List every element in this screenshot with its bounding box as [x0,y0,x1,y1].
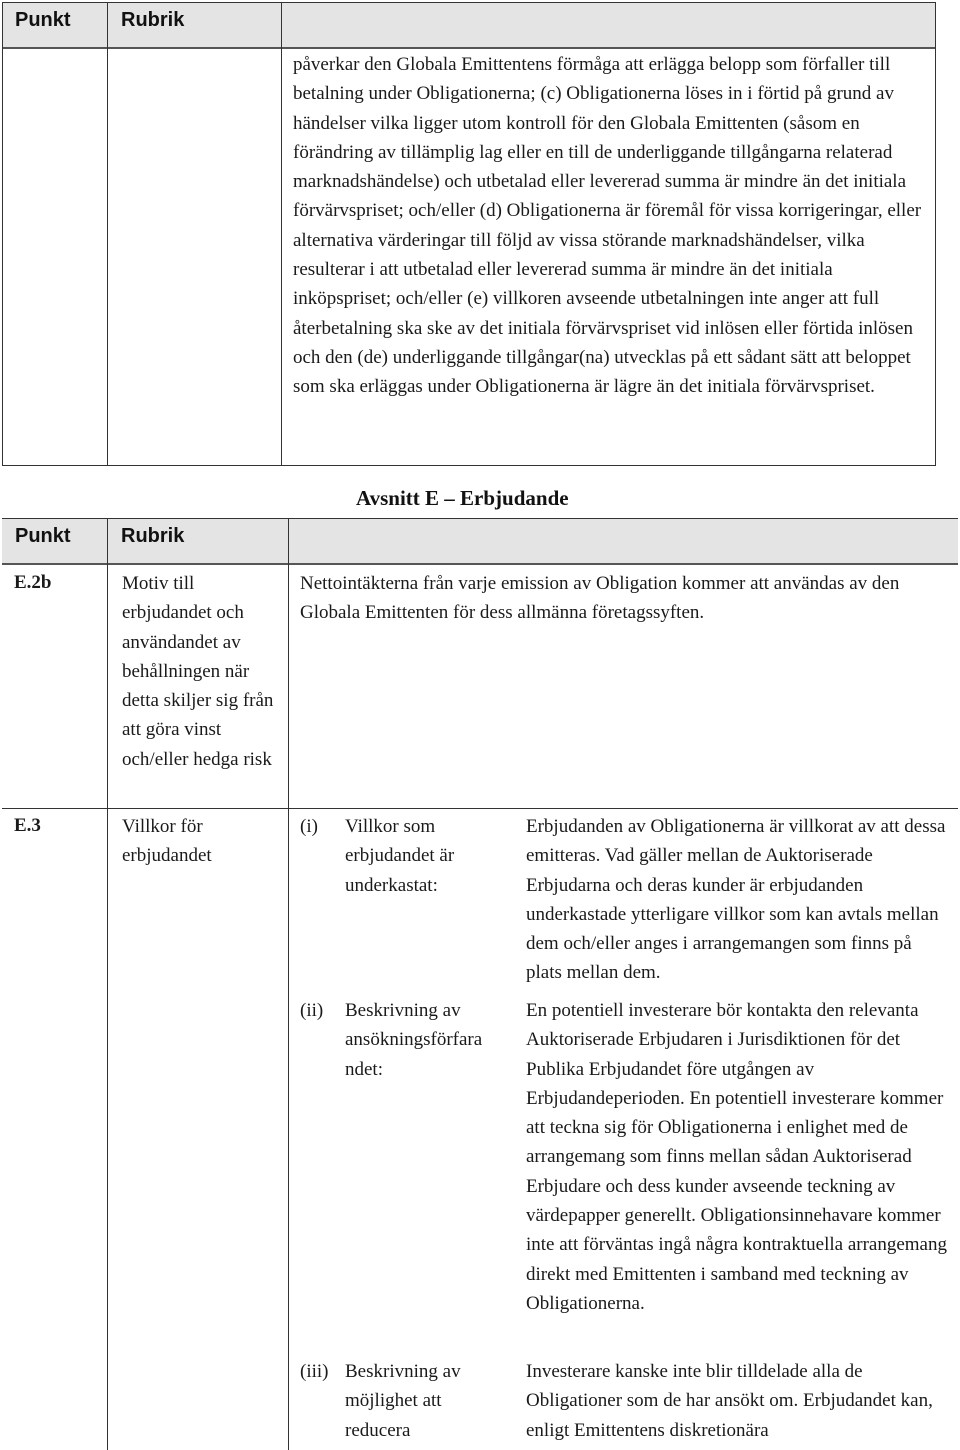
row-text: Nettointäkterna från varje emission av Obligation kommer att användas av den Globala Emittenten för dess allmänna företagssyften. [300,573,900,624]
row-rubrik: Villkor för erbjudandet [122,816,212,867]
row-punkt: E.3 [14,815,41,836]
table1-continued-text: påverkar den Globala Emittentens förmåga att erlägga belopp som förfaller till betalning under Obligationerna; (c) Obligationerna löses in i förtid på grund av händelser vilka ligger utom kontroll för den Globala Emittenten (såsom en förändring av tillämplig lag eller en till de underliggande tillgångarna relaterad marknadshändelse) och utbetalad eller levererad summa är mindre än det initiala förvärvspriset; och/eller (d) Obligationerna är föremål för vissa korrigeringar, eller alternativa värderingar till följd av vissa störande marknadshändelser, vilka resulterar i att utbetalad eller levererad summa är mindre än det initiala inköpspriset; och/eller (e) villkoren avseende utbetalningen inte anger att full återbetalning ska ske av det initiala förvärvspriset vid inlösen eller förtida inlösen och den (de) underliggande tillgångar(na) utvecklas på ett sådant sätt att beloppet som ska erläggas under Obligationerna är lägre än det initiala förvärvspriset. [293,54,922,398]
table1-border-left [2,2,3,466]
table2-header-rubrik: Rubrik [121,525,185,547]
subitem-text: En potentiell investerare bör kontakta den relevanta Auktoriserade Erbjudaren i Jurisdiktionen för det Publika Erbjudandet före utgången av Erbjudandeperioden. En potentiell investerare kommer att teckna sig för Obligationerna i enlighet med de arrangemang som finns mellan sådan Auktoriserad Erbjudare och dess kunder avseende teckning av värdepapper generellt. Obligationsinnehavare kommer inte att förväntas ingå några kontraktuella arrangemang direkt med Emittenten i samband med teckning av Obligationerna. [526,1000,947,1314]
table1-bottom-border [2,465,936,466]
table1-header-punkt: Punkt [15,9,71,31]
table1-border-right [935,2,936,466]
row-divider [2,808,958,809]
table2-border-col2 [288,518,289,1450]
table2-header-punkt: Punkt [15,525,71,547]
subitem-label: Beskrivning av ansökningsförfara ndet: [345,1000,483,1080]
subitem-text: Erbjudanden av Obligationerna är villkorat av att dessa emitteras. Vad gäller mellan de Auktoriserade Erbjudarna och deras kunder är erbjudanden underkastade ytterligare villkor som kan avtals mellan dem och/eller anges i arrangemangen som finns på plats mellan dem. [526,816,946,984]
subitem-text: Investerare kanske inte blir tilldelade alla de Obligationer som de har ansökt om. Erbjudandet kan, enligt Emittentens diskretionära [526,1361,933,1441]
table2-border-col1 [107,518,108,1450]
subitem-label: Villkor som erbjudandet är underkastat: [345,816,455,896]
table1-border-col2 [281,2,282,466]
subitem-number: (ii) [300,1000,324,1021]
subitem-number: (iii) [300,1361,329,1382]
table1-header-rubrik: Rubrik [121,9,185,31]
section-title: Avsnitt E – Erbjudande [356,486,569,510]
table1-border-col1 [107,2,108,466]
row-punkt: E.2b [14,572,52,593]
subitem-number: (i) [300,816,318,837]
table2-top-border [2,518,958,519]
row-rubrik: Motiv till erbjudandet och användandet av behållningen när detta skiljer sig från att göra vinst och/eller hedga risk [122,573,274,770]
subitem-label: Beskrivning av möjlighet att reducera [345,1361,461,1441]
table1-top-border [2,2,936,3]
